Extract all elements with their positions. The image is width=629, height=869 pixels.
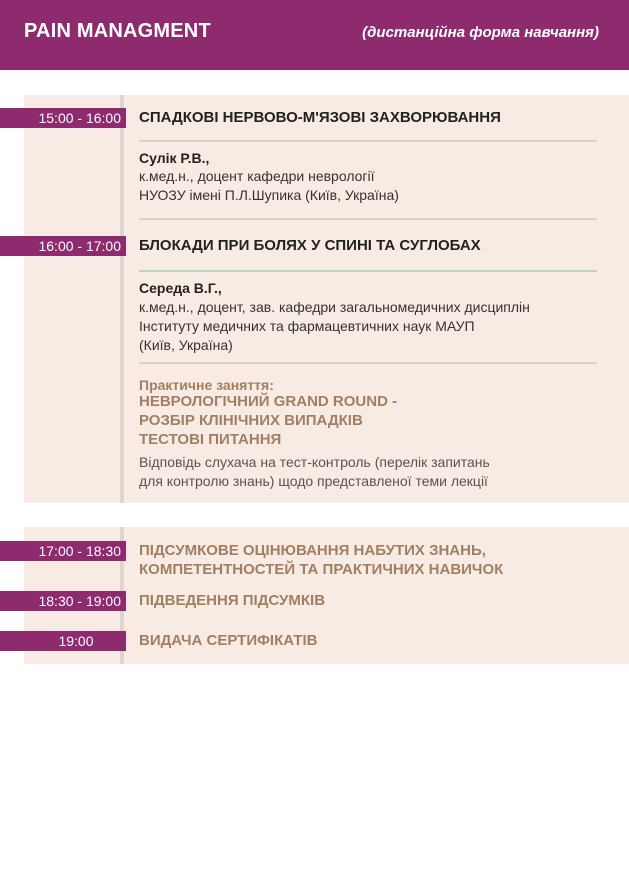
- session-divider: [139, 218, 597, 220]
- closing-title-line: ПІДСУМКОВЕ ОЦІНЮВАННЯ НАБУТИХ ЗНАНЬ,: [139, 542, 486, 559]
- time-badge: 16:00 - 17:00: [0, 236, 126, 256]
- time-badge: 18:30 - 19:00: [0, 591, 126, 611]
- speaker-name: Сулік Р.В.,: [139, 150, 210, 166]
- practice-title-line: ТЕСТОВІ ПИТАННЯ: [139, 431, 282, 448]
- speaker-info-line: Інституту медичних та фармацевтичних наук МАУП: [139, 318, 475, 334]
- practice-label: Практичне заняття:: [139, 377, 274, 393]
- practice-title-line: РОЗБІР КЛІНІЧНИХ ВИПАДКІВ: [139, 412, 363, 429]
- closing-title-line: ВИДАЧА СЕРТИФІКАТІВ: [139, 632, 318, 649]
- session-divider: [139, 270, 597, 272]
- practice-description-line: для контролю знань) щодо представленої теми лекції: [139, 473, 488, 489]
- closing-title-line: КОМПЕТЕНТНОСТЕЙ ТА ПРАКТИЧНИХ НАВИЧОК: [139, 561, 504, 578]
- session-title: СПАДКОВІ НЕРВОВО-М'ЯЗОВІ ЗАХВОРЮВАННЯ: [139, 109, 501, 126]
- page-subtitle: (дистанційна форма навчання): [362, 24, 599, 41]
- speaker-info-line: к.мед.н., доцент, зав. кафедри загальномедичних дисциплін: [139, 299, 530, 315]
- practice-description-line: Відповідь слухача на тест-контроль (перелік запитань: [139, 454, 490, 470]
- session-divider: [139, 362, 597, 364]
- time-badge: 17:00 - 18:30: [0, 541, 126, 561]
- speaker-info-line: к.мед.н., доцент кафедри неврології: [139, 168, 375, 184]
- speaker-name: Середа В.Г.,: [139, 280, 222, 296]
- page-header: [0, 0, 629, 70]
- practice-title-line: НЕВРОЛОГІЧНИЙ GRAND ROUND -: [139, 393, 398, 410]
- speaker-info-line: НУОЗУ імені П.Л.Шупика (Київ, Україна): [139, 187, 399, 203]
- page-title: PAIN MANAGMENT: [24, 20, 211, 42]
- time-badge: 19:00: [0, 631, 126, 651]
- session-title: БЛОКАДИ ПРИ БОЛЯХ У СПИНІ ТА СУГЛОБАХ: [139, 237, 481, 254]
- session-divider: [139, 140, 597, 142]
- timeline-divider: [120, 95, 124, 503]
- closing-title-line: ПІДВЕДЕННЯ ПІДСУМКІВ: [139, 592, 326, 609]
- speaker-info-line: (Київ, Україна): [139, 337, 233, 353]
- time-badge: 15:00 - 16:00: [0, 108, 126, 128]
